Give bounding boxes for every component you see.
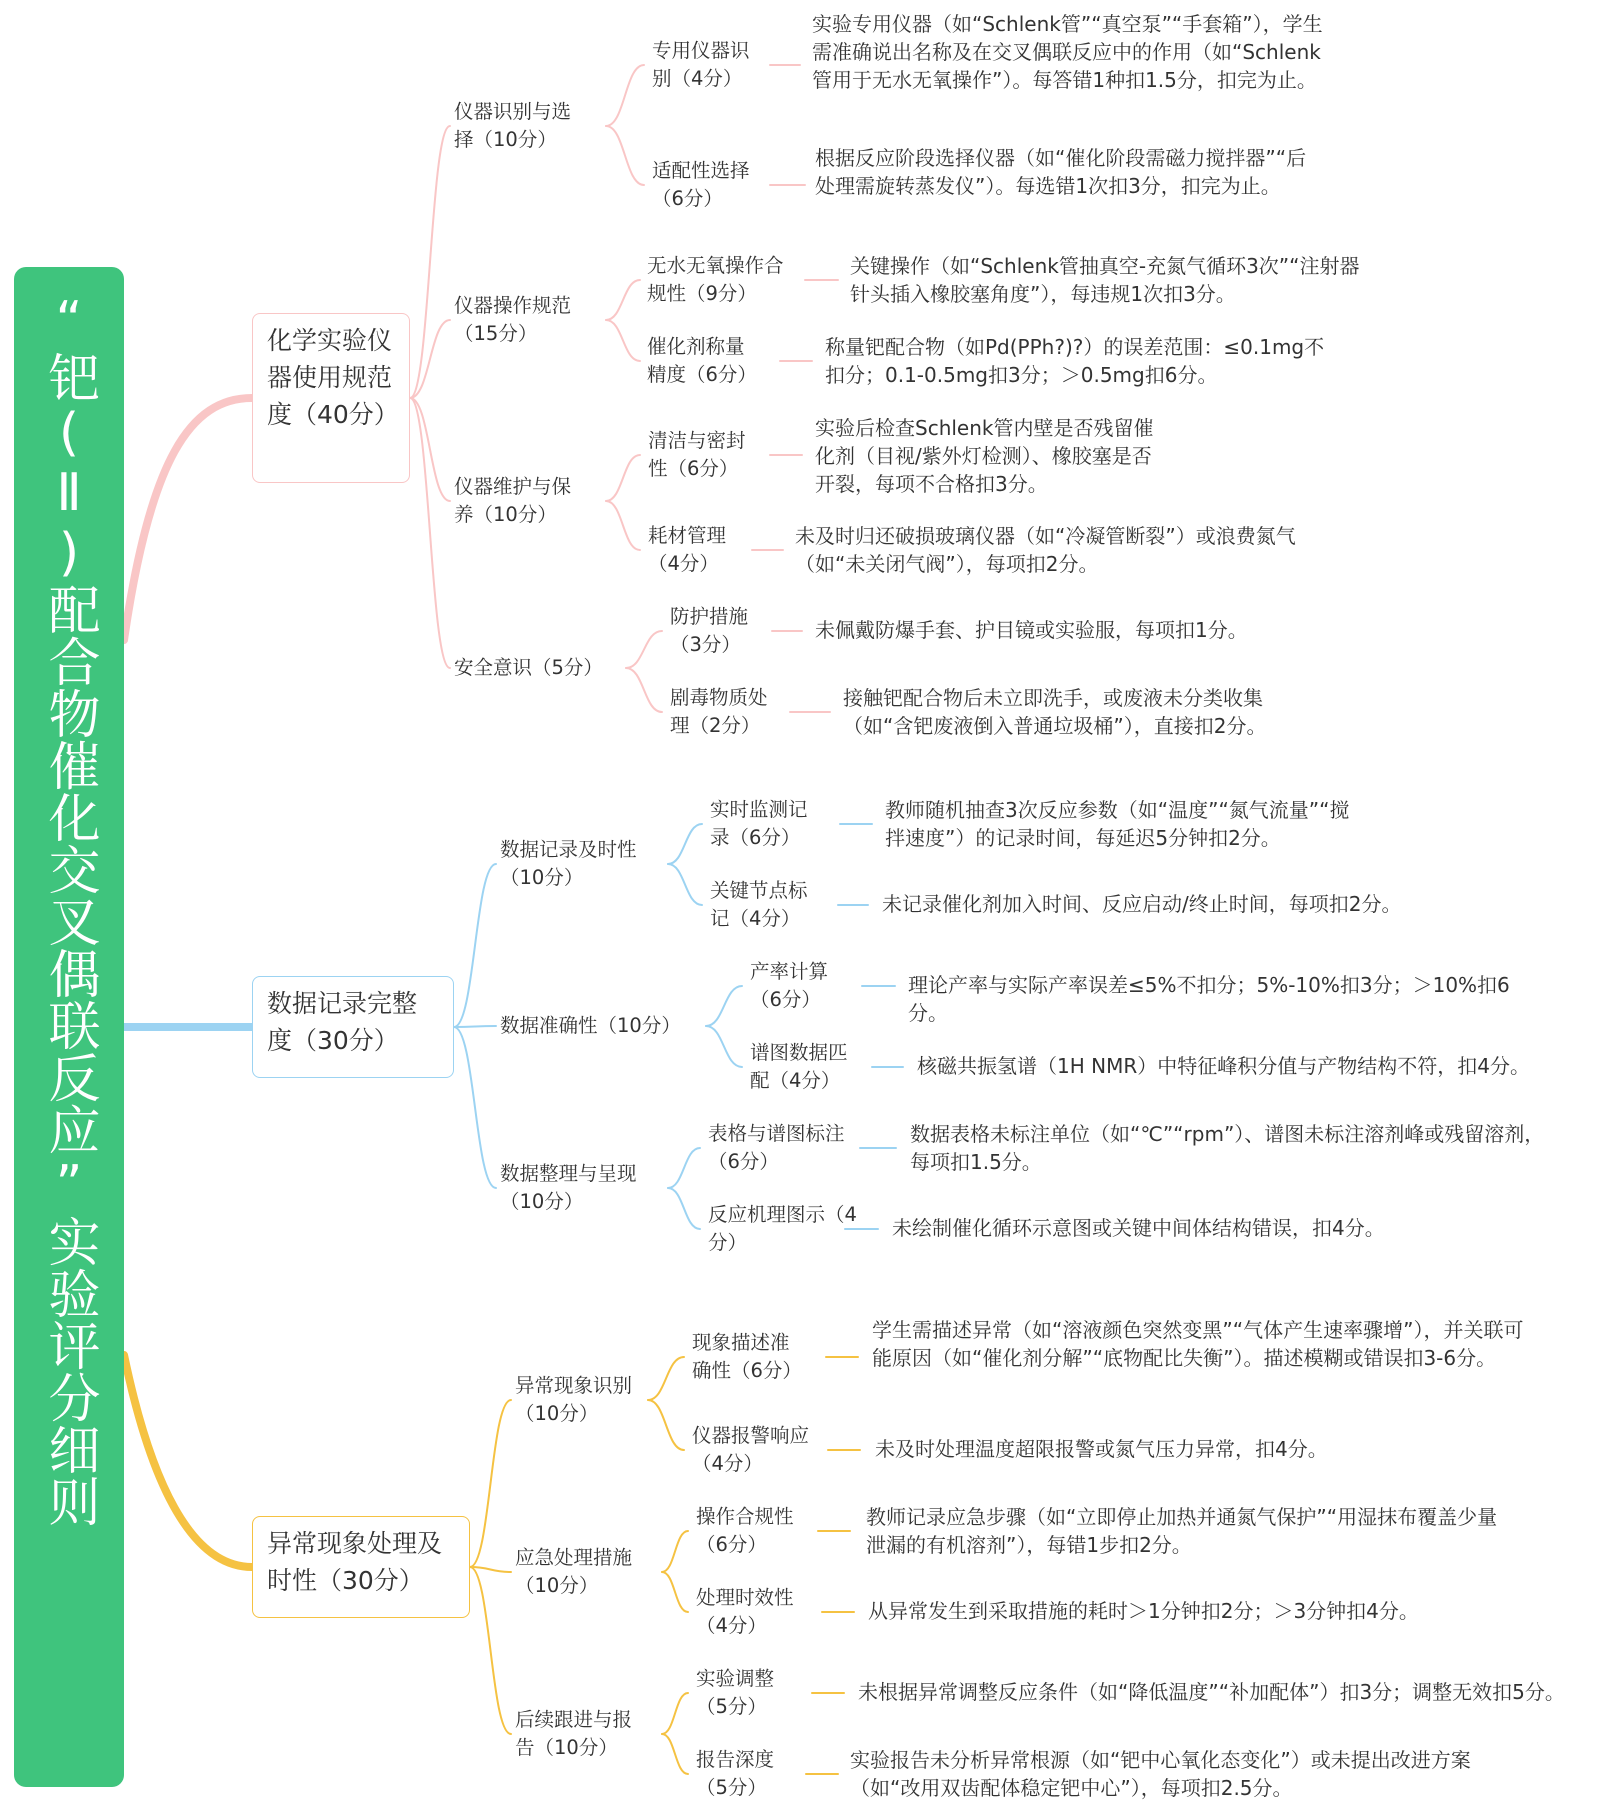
- item-label: 反应机理图示（4分）: [708, 1203, 857, 1254]
- branch-data-recording: [252, 976, 454, 1078]
- group-connector: [454, 1026, 496, 1027]
- item-description: 未佩戴防爆手套、护目镜或实验服，每项扣1分。: [815, 618, 1248, 642]
- group-connector: [454, 864, 496, 1027]
- item-description: 根据反应阶段选择仪器（如“催化阶段需磁力搅拌器”“后处理需旋转蒸发仪”）。每选错1次扣3分，扣完为止。: [815, 146, 1307, 198]
- item-connector: [606, 320, 640, 361]
- item-connector: [706, 1026, 742, 1067]
- item-description: 实验专用仪器（如“Schlenk管”“真空泵”“手套箱”），学生需准确说出名称及在交叉偶联反应中的作用（如“Schlenk管用于无水无氧操作”）。每答错1种扣1.5分，扣完为止。: [812, 12, 1323, 92]
- item-description: 从异常发生到采取措施的耗时＞1分钟扣2分；＞3分钟扣4分。: [868, 1599, 1419, 1623]
- item-connector: [668, 1148, 700, 1188]
- item-label: 产率计算（6分）: [750, 960, 829, 1011]
- item-connector: [662, 1572, 688, 1612]
- root-connector: [124, 1355, 252, 1567]
- item-description: 教师记录应急步骤（如“立即停止加热并通氮气保护”“用湿抹布覆盖少量泄漏的有机溶剂”），每错1步扣2分。: [866, 1505, 1498, 1557]
- item-label: 报告深度（5分）: [696, 1748, 775, 1799]
- item-label: 处理时效性（4分）: [696, 1586, 794, 1637]
- group-connector: [470, 1567, 511, 1734]
- item-label: 防护措施（3分）: [670, 605, 749, 656]
- item-label: 专用仪器识别（4分）: [652, 39, 750, 90]
- group-connector: [454, 1027, 496, 1188]
- item-connector: [668, 824, 702, 864]
- item-description: 实验后检查Schlenk管内壁是否残留催化剂（目视/紫外灯检测）、橡胶塞是否开裂，每项不合格扣3分。: [815, 416, 1154, 496]
- item-connector: [606, 501, 640, 550]
- item-connector: [668, 1188, 700, 1229]
- item-connector: [662, 1693, 688, 1734]
- item-label: 现象描述准确性（6分）: [692, 1331, 802, 1382]
- item-description: 称量钯配合物（如Pd(PPh?)?）的误差范围：≤0.1mg不扣分；0.1-0.5mg扣3分；＞0.5mg扣6分。: [825, 335, 1325, 387]
- group-label: 异常现象识别（10分）: [515, 1374, 633, 1425]
- item-label: 操作合规性（6分）: [696, 1505, 794, 1556]
- item-connector: [648, 1357, 684, 1400]
- item-description: 关键操作（如“Schlenk管抽真空-充氮气循环3次”“注射器针头插入橡胶塞角度”），每违规1次扣3分。: [850, 254, 1360, 306]
- group-connector: [410, 398, 450, 668]
- item-description: 未记录催化剂加入时间、反应启动/终止时间，每项扣2分。: [882, 892, 1402, 916]
- item-connector: [606, 280, 640, 320]
- item-description: 未绘制催化循环示意图或关键中间体结构错误，扣4分。: [892, 1216, 1385, 1240]
- group-connector: [470, 1400, 511, 1567]
- item-description: 教师随机抽查3次反应参数（如“温度”“氮气流量”“搅拌速度”）的记录时间，每延迟5分钟扣2分。: [885, 798, 1350, 850]
- group-label: 数据整理与呈现（10分）: [500, 1162, 637, 1213]
- item-connector: [648, 1400, 684, 1450]
- item-label: 表格与谱图标注（6分）: [708, 1122, 845, 1173]
- branch-label: 异常现象处理及时性（30分）: [267, 1529, 443, 1595]
- item-label: 谱图数据匹配（4分）: [750, 1041, 848, 1092]
- group-label: 仪器识别与选择（10分）: [454, 100, 572, 151]
- branch-label: 化学实验仪器使用规范度（40分）: [267, 326, 399, 429]
- item-connector: [626, 631, 662, 668]
- item-description: 未及时归还破损玻璃仪器（如“冷凝管断裂”）或浪费氮气（如“未关闭气阀”），每项扣2分。: [795, 524, 1296, 576]
- item-label: 催化剂称量精度（6分）: [647, 335, 757, 386]
- item-description: 未及时处理温度超限报警或氮气压力异常，扣4分。: [875, 1437, 1328, 1461]
- group-label: 数据准确性（10分）: [500, 1014, 681, 1037]
- item-connector: [668, 864, 702, 905]
- branch-label: 数据记录完整度（30分）: [267, 989, 418, 1055]
- item-connector: [662, 1734, 688, 1774]
- item-label: 仪器报警响应（4分）: [692, 1424, 810, 1475]
- branch-instrument-usage: [252, 313, 410, 483]
- item-connector: [606, 65, 644, 126]
- group-label: 仪器维护与保养（10分）: [454, 475, 572, 526]
- group-connector: [410, 398, 450, 501]
- item-connector: [606, 126, 644, 185]
- item-connector: [626, 668, 662, 712]
- item-label: 实验调整（5分）: [696, 1667, 775, 1718]
- item-description: 接触钯配合物后未立即洗手，或废液未分类收集（如“含钯废液倒入普通垃圾桶”），直接扣2分。: [843, 686, 1267, 738]
- item-label: 关键节点标记（4分）: [710, 879, 808, 930]
- item-connector: [706, 986, 742, 1026]
- item-label: 无水无氧操作合规性（9分）: [647, 254, 784, 305]
- item-connector: [662, 1531, 688, 1572]
- item-label: 剧毒物质处理（2分）: [670, 686, 768, 737]
- group-label: 安全意识（5分）: [454, 656, 603, 679]
- item-description: 实验报告未分析异常根源（如“钯中心氧化态变化”）或未提出改进方案（如“改用双齿配体稳定钯中心”），每项扣2.5分。: [850, 1748, 1471, 1800]
- item-connector: [606, 455, 640, 501]
- item-description: 学生需描述异常（如“溶液颜色突然变黑”“气体产生速率骤增”），并关联可能原因（如“催化剂分解”“底物配比失衡”）。描述模糊或错误扣3-6分。: [872, 1318, 1524, 1370]
- root-connector: [124, 398, 252, 640]
- root-title: “钯(Ⅱ)配合物催化交叉偶联反应”实验评分细则: [39, 291, 99, 1527]
- group-label: 应急处理措施（10分）: [515, 1546, 633, 1597]
- group-label: 后续跟进与报告（10分）: [515, 1708, 633, 1759]
- item-label: 实时监测记录（6分）: [710, 798, 808, 849]
- root-title-box: [14, 267, 124, 1787]
- group-label: 仪器操作规范（15分）: [454, 294, 572, 345]
- item-description: 未根据异常调整反应条件（如“降低温度”“补加配体”）扣3分；调整无效扣5分。: [858, 1680, 1565, 1704]
- group-label: 数据记录及时性（10分）: [500, 838, 637, 889]
- item-description: 核磁共振氢谱（1H NMR）中特征峰积分值与产物结构不符，扣4分。: [917, 1054, 1530, 1078]
- item-label: 耗材管理（4分）: [648, 524, 727, 575]
- item-label: 清洁与密封性（6分）: [648, 429, 746, 480]
- item-description: 理论产率与实际产率误差≤5%不扣分；5%-10%扣3分；＞10%扣6分。: [908, 973, 1510, 1025]
- branch-abnormal-handling: [252, 1516, 470, 1618]
- item-description: 数据表格未标注单位（如“℃”“rpm”）、谱图未标注溶剂峰或残留溶剂，每项扣1.5分。: [910, 1122, 1545, 1174]
- item-label: 适配性选择（6分）: [652, 159, 750, 210]
